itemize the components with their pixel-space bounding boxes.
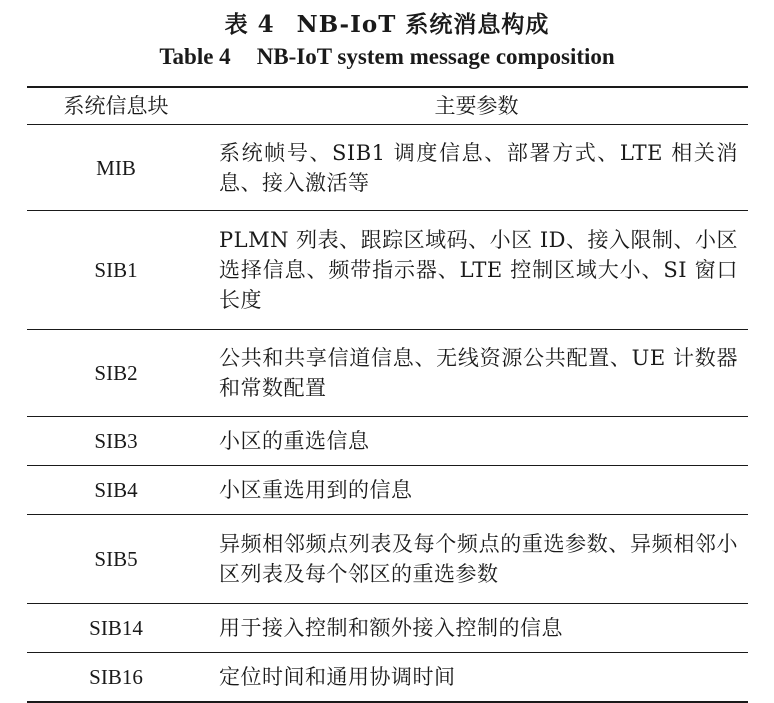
system-message-table [27, 86, 748, 703]
table-number-english: Table 4 [159, 44, 231, 69]
column-header-block: 系统信息块 [27, 87, 205, 125]
table-caption-chinese: NB-IoT 系统消息构成 [296, 11, 550, 38]
block-cell: SIB16 [27, 653, 205, 703]
block-cell: MIB [27, 125, 205, 211]
block-cell: SIB4 [27, 466, 205, 515]
params-cell: 用于接入控制和额外接入控制的信息 [205, 604, 748, 653]
table-number-chinese: 表 4 [224, 11, 275, 38]
table-title-chinese [0, 6, 774, 39]
table-caption-english: NB-IoT system message composition [256, 44, 615, 69]
table-title-english [0, 44, 774, 70]
table-row [27, 604, 748, 653]
params-cell: 异频相邻频点列表及每个频点的重选参数、异频相邻小区列表及每个邻区的重选参数 [205, 515, 748, 604]
column-header-params: 主要参数 [205, 87, 748, 125]
block-cell: SIB2 [27, 330, 205, 417]
block-cell: SIB3 [27, 417, 205, 466]
block-cell: SIB5 [27, 515, 205, 604]
block-cell: SIB1 [27, 211, 205, 330]
table-row [27, 466, 748, 515]
params-cell: 小区的重选信息 [205, 417, 748, 466]
table-row [27, 515, 748, 604]
table-row [27, 330, 748, 417]
table-row [27, 417, 748, 466]
params-cell: 定位时间和通用协调时间 [205, 653, 748, 703]
table-header-row [27, 87, 748, 125]
params-cell: 系统帧号、SIB1 调度信息、部署方式、LTE 相关消息、接入激活等 [205, 125, 748, 211]
params-cell: 小区重选用到的信息 [205, 466, 748, 515]
table-row [27, 653, 748, 703]
table-row [27, 211, 748, 330]
table-row [27, 125, 748, 211]
params-cell: 公共和共享信道信息、无线资源公共配置、UE 计数器和常数配置 [205, 330, 748, 417]
block-cell: SIB14 [27, 604, 205, 653]
params-cell: PLMN 列表、跟踪区域码、小区 ID、接入限制、小区选择信息、频带指示器、LTE 控制区域大小、SI 窗口长度 [205, 211, 748, 330]
